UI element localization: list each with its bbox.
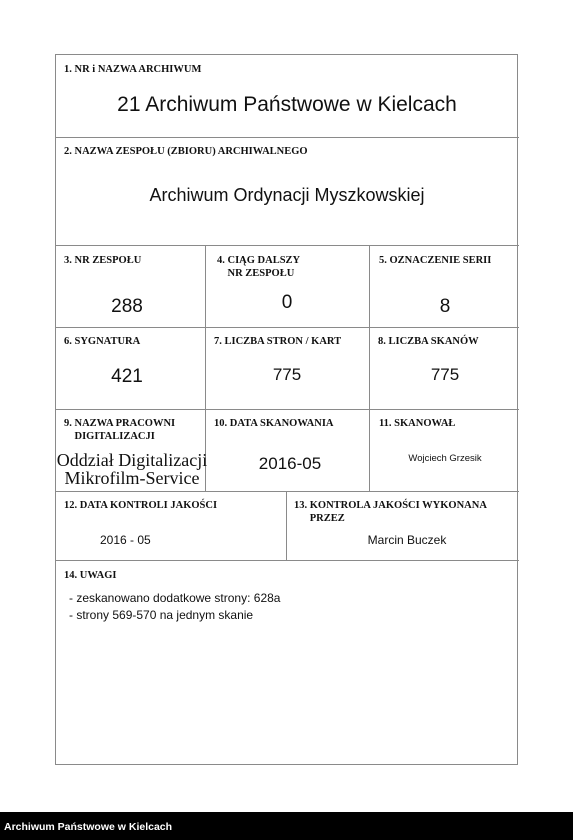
note-line: - strony 569-570 na jednym skanie xyxy=(69,608,254,622)
separator xyxy=(56,491,519,492)
field-2-label: 2. NAZWA ZESPOŁU (ZBIORU) ARCHIWALNEGO xyxy=(64,146,308,157)
field-13-value: Marcin Buczek xyxy=(367,533,447,547)
field-9-value-line2: Mikrofilm-Service xyxy=(64,468,200,488)
separator xyxy=(56,409,519,410)
field-8-label: 8. LICZBA SKANÓW xyxy=(378,336,479,347)
field-12-label: 12. DATA KONTROLI JAKOŚCI xyxy=(64,500,218,511)
field-3-label: 3. NR ZESPOŁU xyxy=(64,255,142,266)
field-12-value: 2016 - 05 xyxy=(100,533,151,547)
field-11-label: 11. SKANOWAŁ xyxy=(379,418,456,429)
field-1-label: 1. NR i NAZWA ARCHIWUM xyxy=(64,64,202,75)
separator xyxy=(56,327,519,328)
separator xyxy=(56,245,519,246)
field-4-value: 0 xyxy=(281,292,293,313)
field-1-value: 21 Archiwum Państwowe w Kielcach xyxy=(117,93,457,116)
field-13-label: 13. KONTROLA JAKOŚCI WYKONANA PRZEZ xyxy=(294,500,487,524)
field-5-value: 8 xyxy=(439,296,451,317)
field-9-value-line1: Oddział Digitalizacji xyxy=(56,450,208,470)
field-11-value: Wojciech Grzesik xyxy=(408,453,482,464)
metric-form xyxy=(55,54,518,765)
footer-bar xyxy=(0,812,573,840)
separator xyxy=(56,560,519,561)
field-10-value: 2016-05 xyxy=(258,454,322,473)
field-3-value: 288 xyxy=(111,296,143,317)
separator xyxy=(56,137,519,138)
note-line: - zeskanowano dodatkowe strony: 628a xyxy=(69,591,281,605)
field-5-label: 5. OZNACZENIE SERII xyxy=(379,255,492,266)
field-6-label: 6. SYGNATURA xyxy=(64,336,141,347)
footer-text: Archiwum Państwowe w Kielcach xyxy=(4,821,173,833)
field-10-label: 10. DATA SKANOWANIA xyxy=(214,418,334,429)
field-4-label: 4. CIĄG DALSZY NR ZESPOŁU xyxy=(217,255,301,279)
field-7-label: 7. LICZBA STRON / KART xyxy=(214,336,342,347)
field-8-value: 775 xyxy=(430,365,460,384)
separator xyxy=(286,491,287,560)
field-9-label: 9. NAZWA PRACOWNI DIGITALIZACJI xyxy=(64,418,176,442)
separator xyxy=(369,245,370,491)
field-14-label: 14. UWAGI xyxy=(64,570,117,581)
field-2-value: Archiwum Ordynacji Myszkowskiej xyxy=(149,185,425,205)
field-6-value: 421 xyxy=(111,366,143,387)
field-7-value: 775 xyxy=(272,365,302,384)
